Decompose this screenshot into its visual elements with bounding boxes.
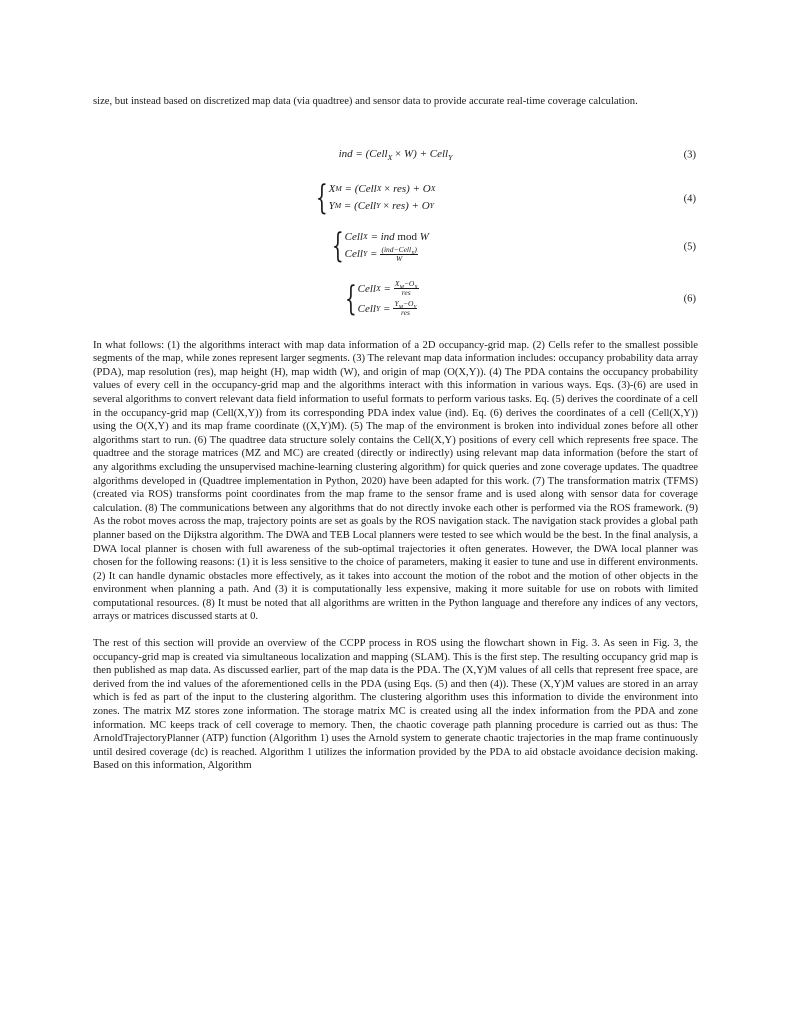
- equation-4-number: (4): [683, 193, 696, 205]
- fraction: $\frac{X_M-O_X}{\text{res}}$: [394, 279, 418, 298]
- fraction: $\frac{(ind-Cell_X)}{W}$: [381, 244, 417, 263]
- equation-3-number: (3): [683, 149, 696, 161]
- equation-4: [93, 179, 698, 219]
- equation-5-line-1: Cell X = ind mod W: [344, 231, 429, 244]
- equation-6-number: (6): [683, 293, 696, 305]
- overview-paragraph: The rest of this section will provide an overview of the CCPP process in ROS using the flowchart shown in Fig. 3. As seen in Fig. 3, the occupancy-grid map is created via simultaneous localization and mapping (SLAM). This is the first step. The resulting occupancy grid map is then published as map data. As discussed earlier, part of the map data is the PDA. The (X,Y)M values of all cells that represent free space, are derived from the ind values of the aforementioned cells in the PDA (using Eqs. (5) and then (4)). These (X,Y)M values are stored in an array which is fed as part of the input to the clustering algorithm. The clustering algorithm uses this information to divide the environment into zones. The matrix MZ stores zone information. The storage matrix MC is created using all the index information from the PDA and zone information. MC keeps track of cell coverage to memory. Then, the chaotic coverage path planning procedure is carried out as thus: The ArnoldTrajectoryPlanner (ATP) function (Algorithm 1) uses the Arnold system to generate chaotic trajectories in the map frame continuously until desired coverage (dc) is reached. Algorithm 1 utilizes the information provided by the PDA to aid obstacle avoidance decision making. Based on this information, Algorithm: [93, 638, 698, 772]
- equation-3-expression: ind = (Cell$_X$ × W) + Cell$_Y$: [338, 147, 453, 162]
- main-paragraph: In what follows: (1) the algorithms interact with map data information of a 2D occupancy-grid map. (2) Cells refer to the smallest possible segments of the map, while zones represent larger segments. (3) The relevant map data information includes: occupancy probability data array (PDA), map resolution (res), map height (H), map width (W), and origin of map (O(X,Y)). (4) The PDA contains the occupancy probability values of every cell in the occupancy-grid map and the algorithms interact with this information in various ways. Eqs. (3)-(6) are used in several algorithms to convert relevant data field information to useful formats to perform various tasks. Eq. (5) derives the coordinate of a cell in the occupancy-grid map (Cell(X,Y)) from its corresponding PDA index value (ind). Eq. (6) derives the coordinates of a cell (Cell(X,Y)) using the O(X,Y) and its map frame coordinate ((X,Y)M). (5) The map of the environment is broken into individual zones before all other algorithms start to run. (6) The quadtree data structure solely contains the Cell(X,Y) positions of every cell which represents free space. The quadtree and the storage matrices (MZ and MC) are created (directly or indirectly) using relevant map data information (before the start of any algorithms excluding the unsupervised machine-learning clustering algorithm) for quick queries and zone coverage updates. The quadtree algorithms developed in (Quadtree implementation in Python, 2020) have been adapted for this work. (7) The transformation matrix (TFMS) (created via ROS) transforms point coordinates from the map frame to the sensor frame and is used along with sensor data for coverage calculation. (8) The communications between any algorithms that do not directly invoke each other is performed via the ROS framework. (9) As the robot moves across the map, trajectory points are set as goals by the ROS navigation stack. The navigation stack provides a global path planner based on the Dijkstra algorithm. The DWA and TEB Local planners were tested to see which would be the best. In the final analysis, a DWA local planner is chosen with full awareness of the sub-optimal trajectories it often generates. However, the DWA local planner was chosen for the following reasons: (1) it is less sensitive to the choice of parameters, making it easier to tune and use in different environments. (2) It can handle dynamic obstacles more effectively, as it takes into account the motion of the robot and the motion of other objects in the environment when planning a path. And (3) it is computationally less expensive, making it more suitable for use on robots with limited computational resources. (8) It must be noted that all algorithms are written in the Python language and therefore any indices of any vectors, arrays or matrices discussed starts at 0.: [93, 339, 698, 623]
- brace-symbol: {: [344, 278, 357, 319]
- equation-5-number: (5): [683, 241, 696, 253]
- equation-6-line-1: Cell X = $\frac{X_M-O_X}{\text{res}}$: [357, 279, 418, 298]
- equation-6: [93, 277, 698, 321]
- fraction: $\frac{Y_M-O_Y}{\text{res}}$: [394, 299, 417, 318]
- equation-3: [93, 145, 698, 165]
- brace-symbol: {: [315, 177, 328, 218]
- equation-4-line-1: X M = (Cell X × res) + O X: [328, 183, 436, 196]
- equation-5-line-2: Cell Y = $\frac{(ind-Cell_X)}{W}$: [344, 244, 417, 263]
- intro-paragraph: size, but instead based on discretized map data (via quadtree) and sensor data to provide accurate real-time coverage calculation.: [93, 96, 638, 107]
- brace-symbol: {: [331, 225, 344, 266]
- equation-5: [93, 227, 698, 267]
- paper-page: [93, 95, 698, 773]
- equation-6-line-2: Cell Y = $\frac{Y_M-O_Y}{\text{res}}$: [357, 299, 417, 318]
- equation-4-line-2: Y M = (Cell Y × res) + O Y: [328, 200, 434, 213]
